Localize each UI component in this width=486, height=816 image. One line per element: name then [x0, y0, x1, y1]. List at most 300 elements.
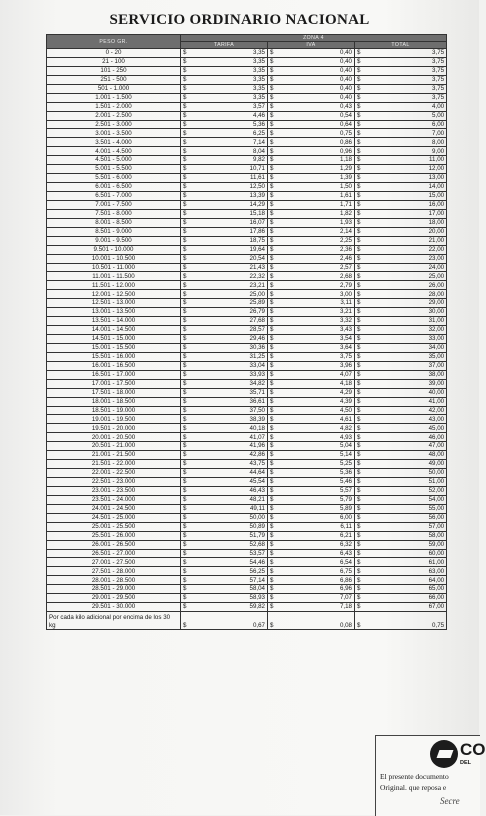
- currency-symbol: $: [355, 192, 365, 201]
- total-value: 48,00: [365, 451, 447, 460]
- tarifa-value: 21,43: [191, 263, 268, 272]
- table-row: [47, 406, 447, 415]
- currency-symbol: $: [268, 343, 278, 352]
- table-row: [47, 433, 447, 442]
- tarifa-value: 19,64: [191, 245, 268, 254]
- currency-symbol: $: [355, 49, 365, 58]
- weight-range: 12.501 - 13.000: [47, 299, 181, 308]
- weight-range: 13.501 - 14.000: [47, 317, 181, 326]
- tarifa-value: 43,75: [191, 460, 268, 469]
- currency-symbol: $: [268, 495, 278, 504]
- total-value: 65,00: [365, 585, 447, 594]
- weight-range: 25.001 - 25.500: [47, 522, 181, 531]
- currency-symbol: $: [355, 254, 365, 263]
- weight-range: 251 - 500: [47, 75, 181, 84]
- total-value: 5,00: [365, 111, 447, 120]
- currency-symbol: $: [181, 352, 191, 361]
- table-row: [47, 129, 447, 138]
- table-row: [47, 549, 447, 558]
- currency-symbol: $: [181, 531, 191, 540]
- tarifa-value: 25,00: [191, 290, 268, 299]
- currency-symbol: $: [181, 227, 191, 236]
- currency-symbol: $: [355, 504, 365, 513]
- currency-symbol: $: [268, 504, 278, 513]
- total-value: 8,00: [365, 138, 447, 147]
- currency-symbol: $: [355, 218, 365, 227]
- currency-symbol: $: [268, 308, 278, 317]
- currency-symbol: $: [181, 183, 191, 192]
- currency-symbol: $: [181, 612, 191, 630]
- currency-symbol: $: [355, 272, 365, 281]
- tarifa-value: 57,14: [191, 576, 268, 585]
- iva-value: 1,29: [278, 165, 355, 174]
- tarifa-value: 36,61: [191, 397, 268, 406]
- header-tarifa: TARIFA: [181, 42, 268, 49]
- total-value: 59,00: [365, 540, 447, 549]
- currency-symbol: $: [181, 84, 191, 93]
- table-row: [47, 469, 447, 478]
- iva-value: 3,75: [278, 352, 355, 361]
- table-row: [47, 66, 447, 75]
- currency-symbol: $: [181, 49, 191, 58]
- table-row: [47, 111, 447, 120]
- table-row: [47, 460, 447, 469]
- currency-symbol: $: [268, 183, 278, 192]
- currency-symbol: $: [181, 460, 191, 469]
- currency-symbol: $: [355, 424, 365, 433]
- currency-symbol: $: [181, 93, 191, 102]
- iva-value: 3,11: [278, 299, 355, 308]
- currency-symbol: $: [268, 486, 278, 495]
- currency-symbol: $: [181, 281, 191, 290]
- tarifa-value: 54,46: [191, 558, 268, 567]
- currency-symbol: $: [268, 245, 278, 254]
- currency-symbol: $: [355, 335, 365, 344]
- tarifa-value: 22,32: [191, 272, 268, 281]
- currency-symbol: $: [268, 442, 278, 451]
- tarifa-value: 17,86: [191, 227, 268, 236]
- table-row: [47, 120, 447, 129]
- tarifa-value: 38,39: [191, 415, 268, 424]
- currency-symbol: $: [268, 379, 278, 388]
- table-row: [47, 531, 447, 540]
- currency-symbol: $: [181, 388, 191, 397]
- currency-symbol: $: [355, 93, 365, 102]
- tarifa-value: 41,96: [191, 442, 268, 451]
- table-row: [47, 102, 447, 111]
- weight-range: 16.001 - 16.500: [47, 361, 181, 370]
- currency-symbol: $: [355, 326, 365, 335]
- currency-symbol: $: [355, 567, 365, 576]
- weight-range: 20.001 - 20.500: [47, 433, 181, 442]
- total-value: 58,00: [365, 531, 447, 540]
- weight-range: 14.501 - 15.000: [47, 335, 181, 344]
- currency-symbol: $: [268, 165, 278, 174]
- iva-value: 0,54: [278, 111, 355, 120]
- total-value: 23,00: [365, 254, 447, 263]
- currency-symbol: $: [355, 576, 365, 585]
- currency-symbol: $: [355, 299, 365, 308]
- currency-symbol: $: [355, 156, 365, 165]
- weight-range: 20.501 - 21.000: [47, 442, 181, 451]
- table-row: [47, 209, 447, 218]
- tarifa-value: 13,39: [191, 192, 268, 201]
- currency-symbol: $: [268, 370, 278, 379]
- currency-symbol: $: [268, 93, 278, 102]
- table-row: [47, 495, 447, 504]
- iva-value: 0,64: [278, 120, 355, 129]
- tarifa-value: 25,89: [191, 299, 268, 308]
- weight-range: 26.001 - 26.500: [47, 540, 181, 549]
- tarifa-value: 9,82: [191, 156, 268, 165]
- currency-symbol: $: [181, 263, 191, 272]
- currency-symbol: $: [268, 57, 278, 66]
- currency-symbol: $: [355, 558, 365, 567]
- currency-symbol: $: [181, 317, 191, 326]
- iva-value: 6,21: [278, 531, 355, 540]
- tarifa-value: 12,50: [191, 183, 268, 192]
- tarifa-value: 42,86: [191, 451, 268, 460]
- currency-symbol: $: [268, 451, 278, 460]
- weight-range: 10.001 - 10.500: [47, 254, 181, 263]
- weight-range: 9.001 - 9.500: [47, 236, 181, 245]
- tarifa-value: 33,04: [191, 361, 268, 370]
- weight-range: 28.501 - 29.000: [47, 585, 181, 594]
- iva-value: 4,18: [278, 379, 355, 388]
- total-value: 35,00: [365, 352, 447, 361]
- currency-symbol: $: [355, 379, 365, 388]
- iva-value: 6,00: [278, 513, 355, 522]
- total-value: 31,00: [365, 317, 447, 326]
- currency-symbol: $: [181, 370, 191, 379]
- currency-symbol: $: [355, 102, 365, 111]
- weight-range: 8.001 - 8.500: [47, 218, 181, 227]
- currency-symbol: $: [181, 361, 191, 370]
- total-value: 34,00: [365, 343, 447, 352]
- table-row: [47, 478, 447, 487]
- total-value: 29,00: [365, 299, 447, 308]
- weight-range: 1.501 - 2.000: [47, 102, 181, 111]
- iva-value: 4,07: [278, 370, 355, 379]
- tarifa-value: 3,35: [191, 84, 268, 93]
- currency-symbol: $: [355, 352, 365, 361]
- weight-range: 101 - 250: [47, 66, 181, 75]
- currency-symbol: $: [268, 549, 278, 558]
- currency-symbol: $: [355, 57, 365, 66]
- currency-symbol: $: [268, 156, 278, 165]
- tarifa-value: 34,82: [191, 379, 268, 388]
- currency-symbol: $: [355, 388, 365, 397]
- table-row: [47, 603, 447, 612]
- iva-value: 5,25: [278, 460, 355, 469]
- total-value: 13,00: [365, 174, 447, 183]
- iva-value: 5,46: [278, 478, 355, 487]
- currency-symbol: $: [181, 165, 191, 174]
- total-value: 21,00: [365, 236, 447, 245]
- currency-symbol: $: [181, 558, 191, 567]
- iva-value: 6,11: [278, 522, 355, 531]
- currency-symbol: $: [268, 513, 278, 522]
- weight-range: 27.501 - 28.000: [47, 567, 181, 576]
- table-row: [47, 165, 447, 174]
- currency-symbol: $: [181, 540, 191, 549]
- total-value: 4,00: [365, 102, 447, 111]
- weight-range: 27.001 - 27.500: [47, 558, 181, 567]
- tarifa-value: 51,79: [191, 531, 268, 540]
- tarifa-value: 46,43: [191, 486, 268, 495]
- iva-value: 4,39: [278, 397, 355, 406]
- table-row: [47, 370, 447, 379]
- table-row: [47, 174, 447, 183]
- currency-symbol: $: [268, 75, 278, 84]
- tarifa-value: 5,36: [191, 120, 268, 129]
- tarifa-value: 14,29: [191, 200, 268, 209]
- weight-range: 23.001 - 23.500: [47, 486, 181, 495]
- tarifa-value: 44,64: [191, 469, 268, 478]
- iva-value: 6,96: [278, 585, 355, 594]
- tarifa-value: 11,61: [191, 174, 268, 183]
- currency-symbol: $: [355, 361, 365, 370]
- total-value: 46,00: [365, 433, 447, 442]
- weight-range: 22.501 - 23.000: [47, 478, 181, 487]
- tarifa-value: 3,35: [191, 75, 268, 84]
- total-value: 66,00: [365, 594, 447, 603]
- total-value: 20,00: [365, 227, 447, 236]
- iva-value: 5,89: [278, 504, 355, 513]
- currency-symbol: $: [268, 531, 278, 540]
- rates-body: [47, 49, 447, 630]
- weight-range: 29.001 - 29.500: [47, 594, 181, 603]
- weight-range: 17.501 - 18.000: [47, 388, 181, 397]
- document-title: SERVICIO ORDINARIO NACIONAL: [109, 12, 370, 28]
- currency-symbol: $: [355, 594, 365, 603]
- total-value: 63,00: [365, 567, 447, 576]
- total-value: 64,00: [365, 576, 447, 585]
- weight-range: 25.501 - 26.000: [47, 531, 181, 540]
- total-value: 67,00: [365, 603, 447, 612]
- total-value: 32,00: [365, 326, 447, 335]
- iva-value: 3,43: [278, 326, 355, 335]
- total-value: 57,00: [365, 522, 447, 531]
- iva-value: 0,43: [278, 102, 355, 111]
- table-row: [47, 183, 447, 192]
- currency-symbol: $: [268, 84, 278, 93]
- currency-symbol: $: [181, 549, 191, 558]
- tarifa-value: 18,75: [191, 236, 268, 245]
- total-value: 12,00: [365, 165, 447, 174]
- iva-value: 0,40: [278, 57, 355, 66]
- currency-symbol: $: [181, 397, 191, 406]
- tarifa-value: 27,68: [191, 317, 268, 326]
- currency-symbol: $: [355, 120, 365, 129]
- currency-symbol: $: [268, 66, 278, 75]
- currency-symbol: $: [181, 299, 191, 308]
- weight-range: 29.501 - 30.000: [47, 603, 181, 612]
- currency-symbol: $: [181, 290, 191, 299]
- weight-range: 3.501 - 4.000: [47, 138, 181, 147]
- currency-symbol: $: [355, 495, 365, 504]
- currency-symbol: $: [181, 504, 191, 513]
- total-value: 39,00: [365, 379, 447, 388]
- currency-symbol: $: [268, 209, 278, 218]
- currency-symbol: $: [355, 540, 365, 549]
- total-value: 14,00: [365, 183, 447, 192]
- iva-value: 4,29: [278, 388, 355, 397]
- table-row: [47, 594, 447, 603]
- iva-value: 0,96: [278, 147, 355, 156]
- weight-range: 10.501 - 11.000: [47, 263, 181, 272]
- table-row: [47, 379, 447, 388]
- total-value: 38,00: [365, 370, 447, 379]
- currency-symbol: $: [181, 156, 191, 165]
- stamp-line-1: El presente documento: [380, 772, 449, 781]
- currency-symbol: $: [355, 66, 365, 75]
- currency-symbol: $: [355, 486, 365, 495]
- currency-symbol: $: [355, 415, 365, 424]
- total-value: 11,00: [365, 156, 447, 165]
- total-value: 24,00: [365, 263, 447, 272]
- iva-value: 3,00: [278, 290, 355, 299]
- table-row: [47, 272, 447, 281]
- total-value: 50,00: [365, 469, 447, 478]
- table-row: [47, 236, 447, 245]
- tarifa-value: 15,18: [191, 209, 268, 218]
- table-row: [47, 299, 447, 308]
- currency-symbol: $: [355, 478, 365, 487]
- iva-value: 2,68: [278, 272, 355, 281]
- total-value: 7,00: [365, 129, 447, 138]
- tarifa-value: 6,25: [191, 129, 268, 138]
- total-value: 3,75: [365, 66, 447, 75]
- stamp-line-2: Original. que reposa e: [380, 783, 447, 792]
- iva-value: 6,75: [278, 567, 355, 576]
- tarifa-value: 30,36: [191, 343, 268, 352]
- table-row: [47, 576, 447, 585]
- table-row: [47, 84, 447, 93]
- currency-symbol: $: [181, 415, 191, 424]
- tarifa-value: 3,57: [191, 102, 268, 111]
- weight-range: 14.001 - 14.500: [47, 326, 181, 335]
- currency-symbol: $: [268, 326, 278, 335]
- currency-symbol: $: [268, 478, 278, 487]
- currency-symbol: $: [181, 486, 191, 495]
- currency-symbol: $: [181, 603, 191, 612]
- tarifa-value: 16,07: [191, 218, 268, 227]
- weight-range: 501 - 1.000: [47, 84, 181, 93]
- currency-symbol: $: [268, 361, 278, 370]
- total-value: 49,00: [365, 460, 447, 469]
- tarifa-value: 49,11: [191, 504, 268, 513]
- currency-symbol: $: [355, 460, 365, 469]
- currency-symbol: $: [181, 469, 191, 478]
- iva-value: 1,93: [278, 218, 355, 227]
- total-value: 55,00: [365, 504, 447, 513]
- iva-value: 5,79: [278, 495, 355, 504]
- currency-symbol: $: [268, 281, 278, 290]
- weight-range: 17.001 - 17.500: [47, 379, 181, 388]
- currency-symbol: $: [355, 245, 365, 254]
- currency-symbol: $: [355, 308, 365, 317]
- currency-symbol: $: [181, 576, 191, 585]
- currency-symbol: $: [181, 75, 191, 84]
- table-row: [47, 451, 447, 460]
- total-value: 47,00: [365, 442, 447, 451]
- total-value: 45,00: [365, 424, 447, 433]
- weight-range: 7.001 - 7.500: [47, 200, 181, 209]
- currency-symbol: $: [181, 478, 191, 487]
- table-row: [47, 335, 447, 344]
- table-row: [47, 192, 447, 201]
- currency-symbol: $: [355, 603, 365, 612]
- weight-range: 12.001 - 12.500: [47, 290, 181, 299]
- total-value: 15,00: [365, 192, 447, 201]
- weight-range: 18.501 - 19.000: [47, 406, 181, 415]
- currency-symbol: $: [181, 245, 191, 254]
- currency-symbol: $: [268, 263, 278, 272]
- weight-range: 21 - 100: [47, 57, 181, 66]
- iva-value: 1,71: [278, 200, 355, 209]
- table-row: [47, 138, 447, 147]
- currency-symbol: $: [355, 227, 365, 236]
- total-value: 9,00: [365, 147, 447, 156]
- currency-symbol: $: [268, 567, 278, 576]
- currency-symbol: $: [268, 335, 278, 344]
- table-row: [47, 227, 447, 236]
- tarifa-value: 53,57: [191, 549, 268, 558]
- currency-symbol: $: [355, 317, 365, 326]
- currency-symbol: $: [181, 567, 191, 576]
- currency-symbol: $: [355, 549, 365, 558]
- currency-symbol: $: [268, 594, 278, 603]
- total-value: 40,00: [365, 388, 447, 397]
- total-value: 43,00: [365, 415, 447, 424]
- iva-value: 1,18: [278, 156, 355, 165]
- iva-value: 1,82: [278, 209, 355, 218]
- currency-symbol: $: [355, 84, 365, 93]
- table-row: [47, 326, 447, 335]
- currency-symbol: $: [355, 442, 365, 451]
- currency-symbol: $: [355, 406, 365, 415]
- tarifa-value: 45,54: [191, 478, 268, 487]
- table-row: [47, 513, 447, 522]
- currency-symbol: $: [355, 612, 365, 630]
- currency-symbol: $: [181, 174, 191, 183]
- iva-value: 0,40: [278, 75, 355, 84]
- currency-symbol: $: [268, 138, 278, 147]
- iva-value: 4,82: [278, 424, 355, 433]
- currency-symbol: $: [355, 281, 365, 290]
- currency-symbol: $: [181, 200, 191, 209]
- total-value: 16,00: [365, 200, 447, 209]
- iva-value: 6,43: [278, 549, 355, 558]
- header-iva: IVA: [268, 42, 355, 49]
- currency-symbol: $: [268, 558, 278, 567]
- weight-range: 11.001 - 11.500: [47, 272, 181, 281]
- table-row: [47, 317, 447, 326]
- iva-value: 5,14: [278, 451, 355, 460]
- currency-symbol: $: [355, 585, 365, 594]
- iva-value: 0,40: [278, 84, 355, 93]
- total-value: 28,00: [365, 290, 447, 299]
- currency-symbol: $: [355, 531, 365, 540]
- weight-range: 3.001 - 3.500: [47, 129, 181, 138]
- currency-symbol: $: [355, 165, 365, 174]
- weight-range: 21.001 - 21.500: [47, 451, 181, 460]
- currency-symbol: $: [181, 57, 191, 66]
- weight-range: 16.501 - 17.000: [47, 370, 181, 379]
- currency-symbol: $: [355, 200, 365, 209]
- total-value: 3,75: [365, 75, 447, 84]
